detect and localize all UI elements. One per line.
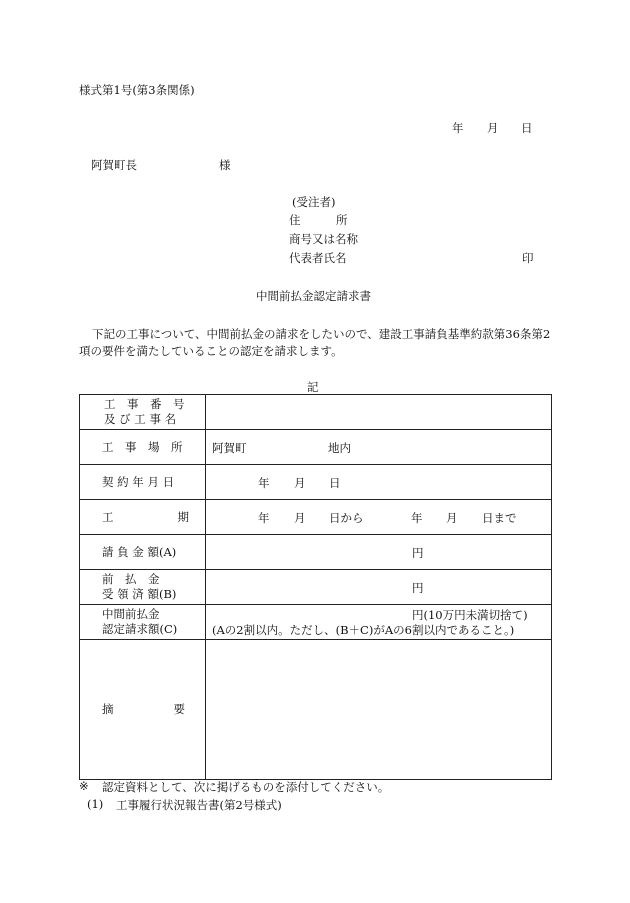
addressee-name: 阿賀町長 bbox=[91, 158, 137, 172]
address-label-1: 住 bbox=[289, 213, 301, 227]
location-label-cell bbox=[80, 430, 206, 465]
remarks-label-left: 摘 bbox=[102, 702, 114, 716]
contract-amount-value-cell[interactable] bbox=[206, 535, 552, 570]
row-interim-request bbox=[80, 605, 552, 640]
addressee-honorific: 様 bbox=[219, 158, 231, 172]
footnote-text: 認定資料として、次に掲げるものを添付してください。 bbox=[102, 780, 390, 794]
ki-heading: 記 bbox=[307, 380, 319, 394]
period-start-month: 月 bbox=[294, 510, 306, 525]
project-label-cell bbox=[80, 395, 206, 430]
request-table bbox=[79, 394, 552, 780]
advance-label-cell bbox=[80, 570, 206, 605]
interim-label-cell bbox=[80, 605, 206, 640]
advance-label-2: 受 領 済 額(B) bbox=[102, 587, 177, 601]
footnote-mark: ※ bbox=[79, 779, 89, 793]
contractor-heading: (受注者) bbox=[292, 195, 336, 209]
period-end-month: 月 bbox=[446, 510, 458, 525]
contract-date-label-cell bbox=[80, 465, 206, 500]
location-label: 工 事 場 所 bbox=[102, 439, 183, 454]
contract-day: 日 bbox=[329, 475, 341, 490]
attachment-text: 工事履行状況報告書(第2号様式) bbox=[116, 798, 282, 812]
seal-mark: 印 bbox=[522, 251, 534, 265]
interim-note: (Aの2割以内。ただし、(B＋C)がAの6割以内であること。) bbox=[212, 623, 515, 637]
document-title: 中間前払金認定請求書 bbox=[256, 289, 371, 303]
date-month: 月 bbox=[487, 121, 499, 135]
location-value-cell[interactable] bbox=[206, 430, 552, 465]
row-location bbox=[80, 430, 552, 465]
representative-label: 代表者氏名 bbox=[289, 251, 347, 265]
company-label: 商号又は名称 bbox=[289, 232, 358, 246]
row-contract-date bbox=[80, 465, 552, 500]
contract-month: 月 bbox=[294, 475, 306, 490]
attachment-number: (1) bbox=[87, 797, 104, 811]
date-day: 日 bbox=[521, 121, 533, 135]
row-contract-amount bbox=[80, 535, 552, 570]
address-label-2: 所 bbox=[336, 213, 348, 227]
row-remarks bbox=[80, 640, 552, 780]
remarks-value-cell[interactable] bbox=[206, 640, 552, 780]
interim-unit: 円(10万円未満切捨て) bbox=[412, 608, 528, 622]
period-label-right: 期 bbox=[177, 509, 189, 524]
period-end-year: 年 bbox=[411, 510, 423, 525]
location-suffix: 地内 bbox=[328, 440, 351, 455]
period-start-year: 年 bbox=[258, 510, 270, 525]
body-line-1: 下記の工事について、中間前払金の請求をしたいので、建設工事請負基準約款第36条第2 bbox=[92, 327, 551, 341]
project-value-cell[interactable] bbox=[206, 395, 552, 430]
contract-date-value-cell[interactable] bbox=[206, 465, 552, 500]
period-start-day: 日から bbox=[329, 510, 364, 525]
period-value-cell[interactable] bbox=[206, 500, 552, 535]
row-project bbox=[80, 395, 552, 430]
form-number: 様式第1号(第3条関係) bbox=[79, 83, 195, 97]
advance-unit: 円 bbox=[412, 580, 424, 595]
contract-amount-unit: 円 bbox=[412, 545, 424, 560]
date-year: 年 bbox=[452, 121, 464, 135]
row-advance-received bbox=[80, 570, 552, 605]
location-prefix: 阿賀町 bbox=[212, 440, 247, 455]
row-period bbox=[80, 500, 552, 535]
contract-date-label: 契 約 年 月 日 bbox=[102, 474, 175, 489]
period-label-left: 工 bbox=[102, 509, 114, 524]
project-number-label: 工 事 番 号 bbox=[104, 397, 185, 411]
advance-value-cell[interactable] bbox=[206, 570, 552, 605]
body-line-2: 項の要件を満たしていることの認定を請求します。 bbox=[79, 344, 343, 358]
remarks-label-cell bbox=[80, 640, 206, 780]
contract-amount-label-cell bbox=[80, 535, 206, 570]
contract-year: 年 bbox=[258, 475, 270, 490]
interim-value-cell[interactable] bbox=[206, 605, 552, 640]
period-label-cell bbox=[80, 500, 206, 535]
advance-label-1: 前 払 金 bbox=[102, 572, 160, 586]
interim-label-1: 中間前払金 bbox=[102, 607, 160, 621]
contract-amount-label: 請 負 金 額(A) bbox=[102, 544, 177, 559]
project-name-label: 及 び 工 事 名 bbox=[104, 412, 177, 426]
period-end-day: 日まで bbox=[482, 510, 517, 525]
interim-label-2: 認定請求額(C) bbox=[102, 622, 178, 636]
remarks-label-right: 要 bbox=[173, 702, 185, 716]
